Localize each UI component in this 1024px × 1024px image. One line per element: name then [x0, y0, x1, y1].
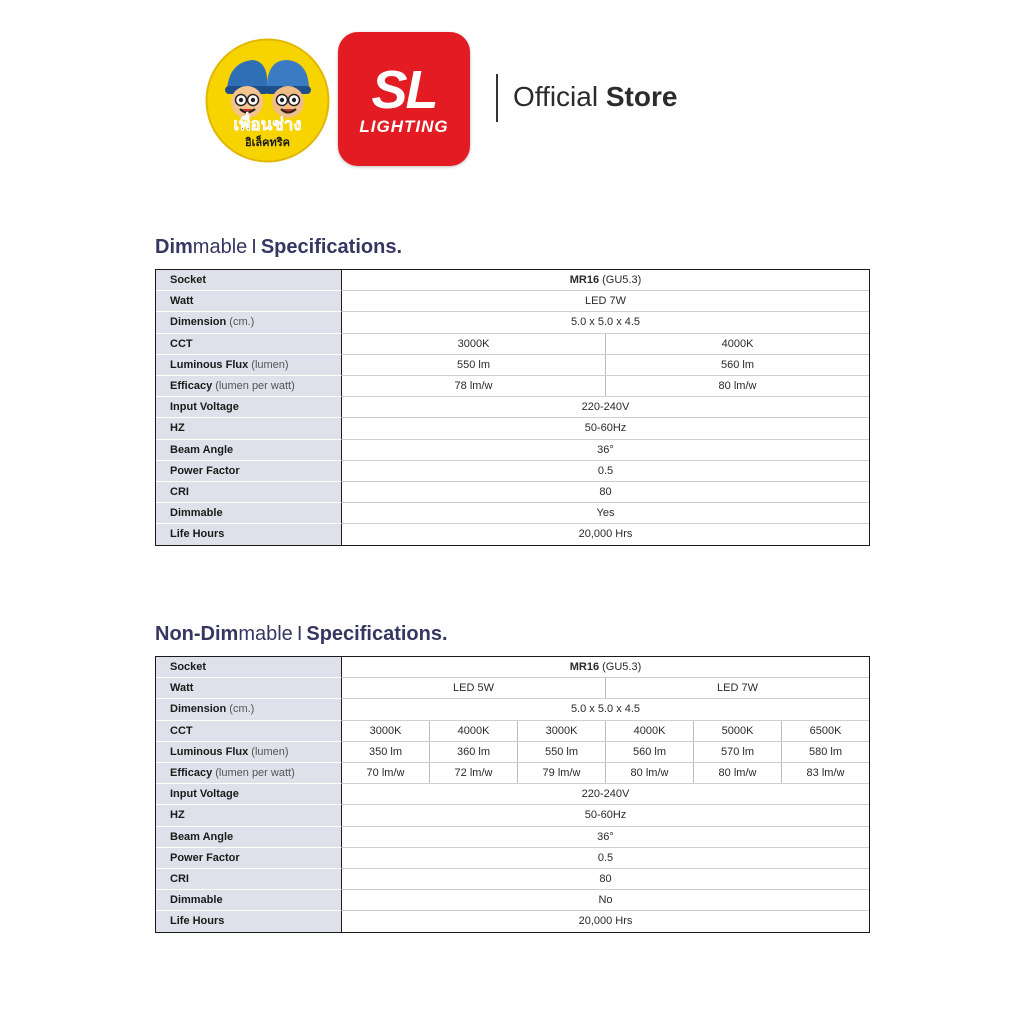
spec-value-text: 4000K — [721, 337, 754, 350]
spec-label-text: Beam Angle — [170, 830, 234, 843]
spec-row — [156, 418, 869, 439]
spec-row — [156, 376, 869, 397]
spec-value — [342, 890, 869, 910]
spec-value — [342, 805, 869, 825]
spec-row — [156, 742, 869, 763]
spec-row — [156, 334, 869, 355]
spec-row — [156, 461, 869, 482]
spec-value-text: 550 lm — [544, 745, 579, 758]
spec-value-text: 36° — [597, 443, 614, 456]
spec-label-text: CRI — [170, 485, 189, 498]
spec-value — [693, 742, 781, 762]
spec-value-text: 79 lm/w — [542, 766, 581, 779]
spec-values — [342, 805, 869, 826]
spec-value-text: 350 lm — [368, 745, 403, 758]
spec-values — [342, 270, 869, 291]
spec-values — [342, 418, 869, 439]
spec-label — [156, 699, 342, 720]
spec-label-note: (cm.) — [226, 316, 255, 329]
spec-value — [342, 376, 605, 396]
spec-value-text: 550 lm — [456, 358, 491, 371]
spec-value — [517, 763, 605, 783]
spec-values — [342, 657, 869, 678]
dimmable-title-bold: Dim — [155, 236, 193, 258]
spec-value — [605, 355, 869, 375]
dimmable-title — [155, 235, 402, 259]
spec-value — [342, 763, 429, 783]
spec-value — [342, 482, 869, 502]
spec-row — [156, 524, 869, 545]
spec-value-text: 3000K — [369, 724, 402, 737]
spec-row — [156, 827, 869, 848]
spec-values — [342, 890, 869, 911]
spec-values — [342, 848, 869, 869]
spec-value — [605, 742, 693, 762]
spec-value-text: 83 lm/w — [806, 766, 845, 779]
spec-label — [156, 890, 342, 911]
mascot-text-2: อิเล็คทริค — [245, 136, 290, 149]
spec-value-text: 560 lm — [720, 358, 755, 371]
spec-label-text: Input Voltage — [170, 788, 239, 801]
spec-value — [342, 461, 869, 481]
spec-values — [342, 461, 869, 482]
spec-value — [342, 699, 869, 719]
spec-label-text: Socket — [170, 274, 207, 286]
spec-value — [693, 763, 781, 783]
spec-row — [156, 890, 869, 911]
spec-label-text: Life Hours — [170, 528, 225, 541]
spec-value-text: 3000K — [545, 724, 578, 737]
spec-value-text: 560 lm — [632, 745, 667, 758]
spec-value — [342, 397, 869, 417]
spec-label — [156, 805, 342, 826]
spec-value-text: 5.0 x 5.0 x 4.5 — [570, 703, 641, 716]
spec-row — [156, 784, 869, 805]
dimmable-title-tail: Specifications. — [260, 236, 402, 258]
spec-label-note: (lumen) — [248, 358, 289, 371]
spec-label-text: Dimmable — [170, 507, 223, 520]
spec-row — [156, 482, 869, 503]
spec-label-text: Input Voltage — [170, 401, 239, 414]
spec-value-text: LED 7W — [717, 682, 758, 695]
spec-value — [605, 334, 869, 354]
spec-value-text: 4000K — [633, 724, 666, 737]
mascot-logo — [205, 38, 330, 163]
spec-label — [156, 848, 342, 869]
spec-value-text: 220-240V — [581, 401, 630, 414]
spec-label — [156, 461, 342, 482]
spec-value-text: LED 5W — [453, 682, 494, 695]
spec-value — [342, 848, 869, 868]
spec-values — [342, 742, 869, 763]
spec-label-text: Dimension — [170, 703, 227, 716]
mascot-badge-icon — [205, 38, 330, 163]
spec-value — [342, 721, 429, 741]
spec-row — [156, 721, 869, 742]
spec-value — [342, 678, 605, 698]
spec-label-text: Efficacy — [170, 379, 213, 392]
spec-value-text: 220-240V — [581, 788, 630, 801]
spec-value — [342, 334, 605, 354]
spec-label-text: Life Hours — [170, 915, 225, 928]
spec-value-text: 80 lm/w — [630, 766, 669, 779]
spec-label — [156, 440, 342, 461]
spec-label — [156, 869, 342, 890]
spec-value-text: 5.0 x 5.0 x 4.5 — [570, 316, 641, 329]
dimmable-title-light: mable — [192, 236, 248, 258]
spec-value — [342, 418, 869, 438]
spec-values — [342, 763, 869, 784]
spec-values — [342, 334, 869, 355]
spec-value — [342, 503, 869, 523]
spec-value-text: 78 lm/w — [454, 379, 493, 392]
spec-label-text: Efficacy — [170, 766, 213, 779]
official-store-label — [513, 80, 677, 114]
spec-label — [156, 376, 342, 397]
spec-value-note: (GU5.3) — [599, 661, 642, 673]
spec-values — [342, 721, 869, 742]
spec-label-text: HZ — [170, 422, 185, 435]
spec-row — [156, 699, 869, 720]
spec-value — [342, 784, 869, 804]
spec-value — [605, 721, 693, 741]
spec-value-text: 80 — [599, 872, 612, 885]
spec-row — [156, 848, 869, 869]
spec-label-note: (lumen) — [248, 745, 289, 758]
spec-value — [342, 524, 869, 545]
spec-value-text: 0.5 — [597, 851, 614, 864]
spec-label-text: Watt — [170, 295, 194, 308]
spec-label — [156, 312, 342, 333]
spec-value — [342, 270, 869, 290]
spec-value-text: 0.5 — [597, 464, 614, 477]
spec-value — [605, 763, 693, 783]
spec-row — [156, 869, 869, 890]
spec-value-text: LED 7W — [585, 295, 626, 308]
spec-value-text: 50-60Hz — [584, 809, 627, 822]
spec-value-text: 5000K — [721, 724, 754, 737]
spec-value-text: 80 lm/w — [718, 379, 757, 392]
spec-value — [429, 742, 517, 762]
spec-label — [156, 784, 342, 805]
spec-value-text: 20,000 Hrs — [578, 528, 633, 541]
spec-value-text: Yes — [596, 507, 615, 520]
spec-label — [156, 291, 342, 312]
spec-label-text: Luminous Flux — [170, 745, 249, 758]
spec-label — [156, 678, 342, 699]
spec-label — [156, 763, 342, 784]
spec-label-text: CRI — [170, 872, 189, 885]
spec-value-text: No — [598, 894, 613, 907]
spec-values — [342, 784, 869, 805]
store-light: Official — [513, 81, 599, 112]
spec-value-text: 570 lm — [720, 745, 755, 758]
spec-label-text: Dimension — [170, 316, 227, 329]
non-dimmable-title-bold: Non-Dim — [155, 623, 239, 645]
spec-label — [156, 657, 342, 678]
non-dimmable-title — [155, 622, 448, 646]
spec-value-text: 36° — [597, 830, 614, 843]
spec-value-text: 70 lm/w — [366, 766, 405, 779]
spec-label-text: Dimmable — [170, 894, 223, 907]
spec-label-note: (lumen per watt) — [212, 379, 295, 392]
spec-value — [605, 678, 869, 698]
non-dimmable-spec-table — [155, 656, 870, 933]
spec-values — [342, 678, 869, 699]
spec-label — [156, 524, 342, 545]
spec-values — [342, 827, 869, 848]
spec-value-text: 50-60Hz — [584, 422, 627, 435]
spec-label — [156, 827, 342, 848]
spec-row — [156, 678, 869, 699]
spec-value — [781, 742, 869, 762]
spec-label — [156, 482, 342, 503]
sl-mark: SL — [371, 60, 437, 120]
spec-label — [156, 742, 342, 763]
non-dimmable-title-light: mable — [238, 623, 293, 645]
spec-value — [342, 355, 605, 375]
spec-values — [342, 524, 869, 545]
spec-label — [156, 721, 342, 742]
spec-value — [342, 827, 869, 847]
spec-row — [156, 657, 869, 678]
spec-values — [342, 440, 869, 461]
spec-row — [156, 763, 869, 784]
spec-value — [342, 869, 869, 889]
spec-value-text: 3000K — [457, 337, 490, 350]
spec-value — [342, 742, 429, 762]
spec-label-text: Beam Angle — [170, 443, 234, 456]
spec-label-text: Socket — [170, 661, 207, 673]
spec-row — [156, 911, 869, 932]
spec-values — [342, 869, 869, 890]
spec-values — [342, 291, 869, 312]
spec-row — [156, 291, 869, 312]
store-bold: Store — [605, 81, 678, 112]
spec-value-text: 80 lm/w — [718, 766, 757, 779]
spec-value-text: MR16 — [569, 274, 600, 286]
spec-row — [156, 312, 869, 333]
spec-value — [429, 721, 517, 741]
mascot-text-1: เพื่อนช่าง — [233, 115, 302, 135]
spec-value — [429, 763, 517, 783]
spec-label — [156, 270, 342, 291]
spec-label — [156, 418, 342, 439]
spec-value-text: MR16 — [569, 661, 600, 673]
header-divider — [496, 74, 498, 122]
spec-row — [156, 270, 869, 291]
spec-value — [342, 657, 869, 677]
dimmable-title-sep: I — [251, 236, 257, 258]
spec-value-text: 6500K — [809, 724, 842, 737]
spec-value-text: 580 lm — [808, 745, 843, 758]
spec-label-text: CCT — [170, 724, 193, 737]
spec-value-note: (GU5.3) — [599, 274, 642, 286]
spec-label-text: HZ — [170, 809, 185, 822]
spec-values — [342, 482, 869, 503]
spec-value-text: 20,000 Hrs — [578, 915, 633, 928]
spec-row — [156, 503, 869, 524]
spec-value — [781, 721, 869, 741]
spec-values — [342, 355, 869, 376]
spec-label — [156, 355, 342, 376]
spec-value — [517, 721, 605, 741]
spec-label — [156, 503, 342, 524]
spec-values — [342, 397, 869, 418]
spec-value-text: 80 — [599, 485, 612, 498]
spec-value — [342, 911, 869, 932]
spec-label-note: (lumen per watt) — [212, 766, 295, 779]
spec-values — [342, 312, 869, 333]
spec-row — [156, 440, 869, 461]
spec-values — [342, 911, 869, 932]
non-dimmable-title-sep: I — [296, 623, 303, 645]
sl-lighting-logo — [338, 32, 470, 166]
spec-label-text: Power Factor — [170, 851, 240, 864]
spec-label-note: (cm.) — [226, 703, 255, 716]
spec-value — [693, 721, 781, 741]
spec-label — [156, 397, 342, 418]
spec-value-text: 360 lm — [456, 745, 491, 758]
spec-label-text: Power Factor — [170, 464, 240, 477]
spec-value — [342, 440, 869, 460]
sl-subtitle: LIGHTING — [359, 117, 449, 136]
non-dimmable-title-tail: Specifications. — [306, 623, 448, 645]
spec-values — [342, 503, 869, 524]
spec-label-text: Luminous Flux — [170, 358, 249, 371]
spec-label-text: CCT — [170, 337, 193, 350]
spec-label — [156, 911, 342, 932]
spec-row — [156, 397, 869, 418]
spec-label — [156, 334, 342, 355]
spec-value-text: 4000K — [457, 724, 490, 737]
spec-value — [781, 763, 869, 783]
spec-value — [517, 742, 605, 762]
spec-value — [342, 291, 869, 311]
spec-value — [342, 312, 869, 332]
spec-row — [156, 805, 869, 826]
spec-value-text: 72 lm/w — [454, 766, 493, 779]
spec-values — [342, 699, 869, 720]
spec-label-text: Watt — [170, 682, 194, 695]
dimmable-spec-table — [155, 269, 870, 546]
spec-row — [156, 355, 869, 376]
header — [0, 0, 1024, 200]
spec-values — [342, 376, 869, 397]
spec-value — [605, 376, 869, 396]
